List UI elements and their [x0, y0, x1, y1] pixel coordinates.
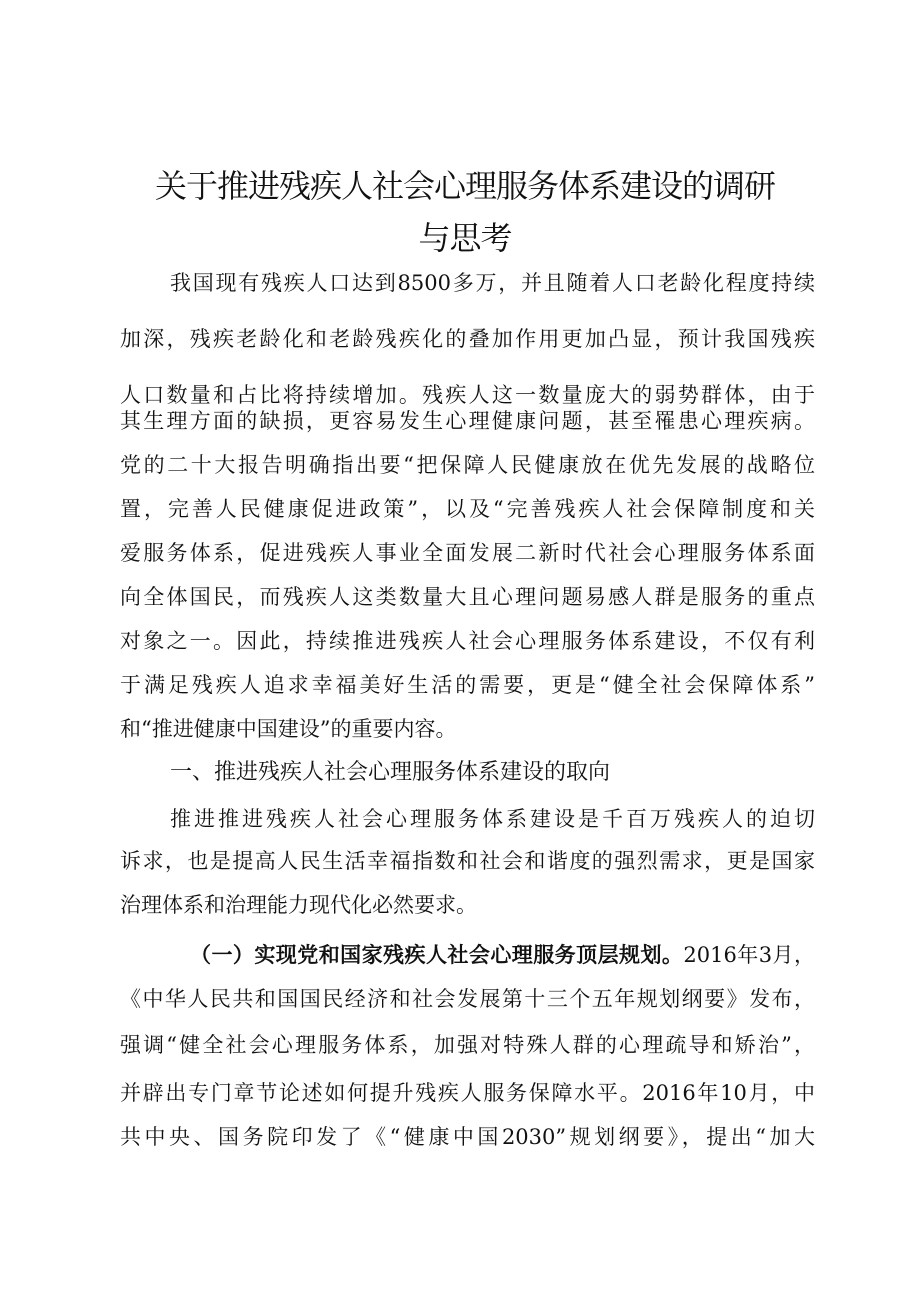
paragraph-line: 和“推进健康中国建设”的重要内容。 — [120, 717, 457, 741]
paragraph-line: 并辟出专门章节论述如何提升残疾人服务保障水平。2016年10月，中 — [120, 1081, 815, 1105]
paragraph-line: 人口数量和占比将持续增加。残疾人这一数量庞大的弱势群体，由于 — [120, 383, 815, 407]
paragraph-line: 置，完善人民健康促进政策”，以及“完善残疾人社会保障制度和关 — [120, 497, 815, 521]
paragraph-line: 其生理方面的缺损，更容易发生心理健康问题，甚至罹患心理疾病。 — [120, 409, 815, 433]
paragraph-line: 共中央、国务院印发了《“健康中国2030”规划纲要》，提出“加大 — [120, 1125, 815, 1149]
paragraph-line: 对象之一。因此，持续推进残疾人社会心理服务体系建设，不仅有利 — [120, 629, 815, 653]
paragraph-line: 爱服务体系，促进残疾人事业全面发展二新时代社会心理服务体系面 — [120, 541, 815, 565]
paragraph-line: 党的二十大报告明确指出要“把保障人民健康放在优先发展的战略位 — [120, 453, 815, 477]
paragraph-line: 强调“健全社会心理服务体系，加强对特殊人群的心理疏导和矫治”， — [120, 1033, 815, 1057]
paragraph-line: 加深，残疾老龄化和老龄残疾化的叠加作用更加凸显，预计我国残疾 — [120, 327, 815, 351]
paragraph-line: 诉求，也是提高人民生活幸福指数和社会和谐度的强烈需求，更是国家 — [120, 849, 815, 873]
paragraph-line: 治理体系和治理能力现代化必然要求。 — [120, 893, 477, 917]
paragraph-line: 我国现有残疾人口达到8500多万，并且随着人口老龄化程度持续 — [170, 271, 815, 295]
paragraph-line: 于满足残疾人追求幸福美好生活的需要，更是“健全社会保障体系” — [120, 673, 815, 697]
document-title-line-2: 与思考 — [418, 219, 512, 257]
paragraph-line — [190, 940, 815, 970]
subsection-inline-text: 2016年3月， — [683, 943, 816, 967]
paragraph-line: 《中华人民共和国国民经济和社会发展第十三个五年规划纲要》发布， — [120, 987, 815, 1011]
section-heading-1: 一、推进残疾人社会心理服务体系建设的取向 — [170, 760, 611, 785]
subsection-heading: （一）实现党和国家残疾人社会心理服务顶层规划。 — [190, 942, 684, 967]
paragraph-line: 推进推进残疾人社会心理服务体系建设是千百万残疾人的迫切 — [170, 807, 815, 831]
paragraph-line: 向全体国民，而残疾人这类数量大且心理问题易感人群是服务的重点 — [120, 585, 815, 609]
document-title-line-1: 关于推进残疾人社会心理服务体系建设的调研 — [154, 167, 775, 205]
